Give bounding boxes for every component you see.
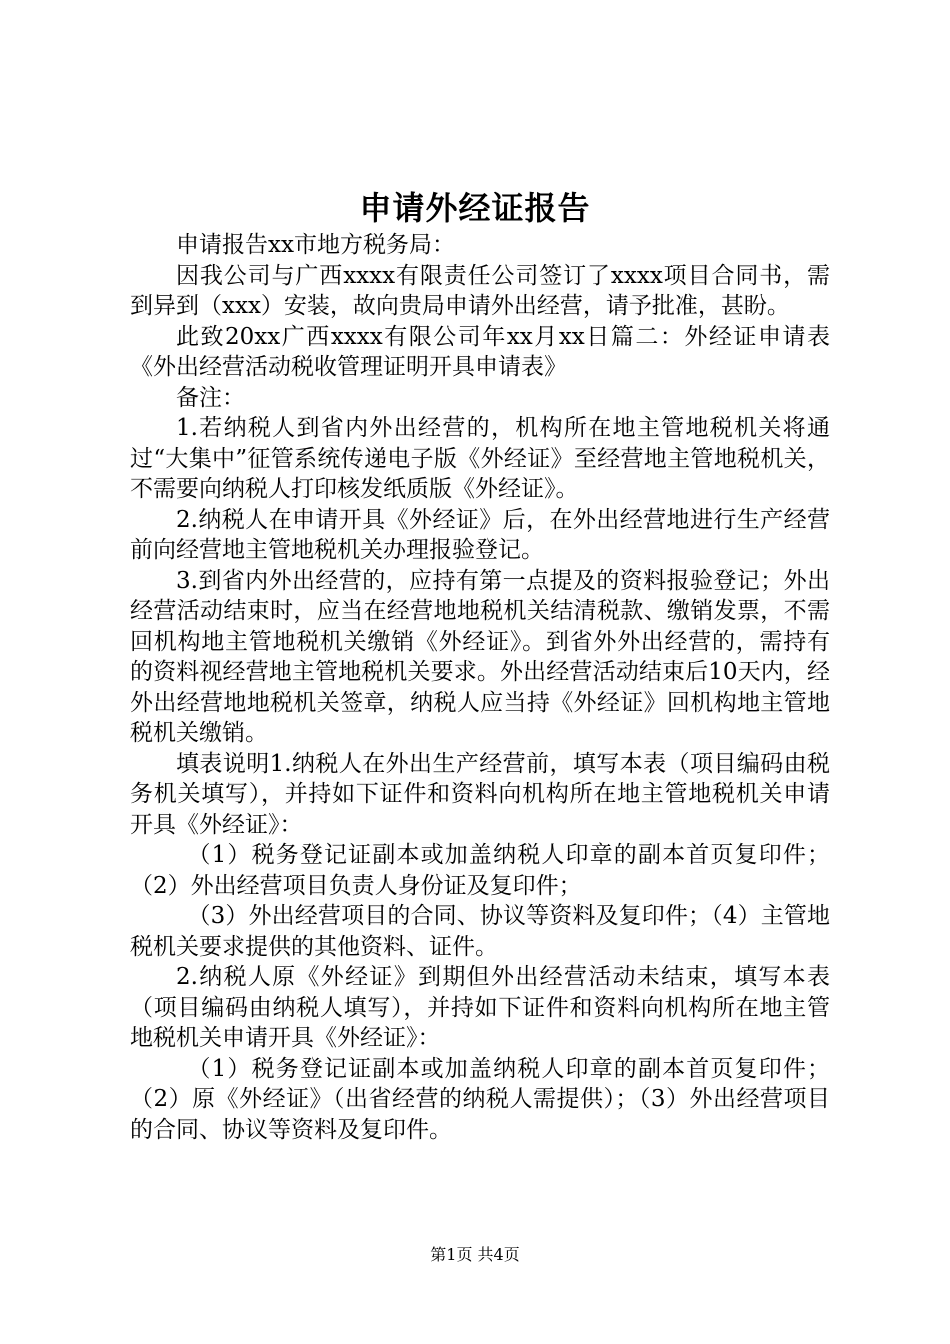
document-title: 申请外经证报告: [359, 189, 591, 227]
paragraph-note-3: 3.到省内外出经营的，应持有第一点提及的资料报验登记；外出经营活动结束时，应当在经营地地税机关结清税款、缴销发票，不需回机构地主管地税机关缴销《外经证》。到省外外出经营的，需持有的资料视经营地主管地税机关要求。外出经营活动结束后10天内，经外出经营地地税机关签章，纳税人应当持《外经证》回机构地主管地税机关缴销。: [130, 567, 830, 746]
paragraph-instructions-2: 2.纳税人原《外经证》到期但外出经营活动未结束，填写本表（项目编码由纳税人填写），并持如下证件和资料向机构所在地主管地税机关申请开具《外经证》：: [130, 964, 830, 1051]
paragraph-note-2: 2.纳税人在申请开具《外经证》后，在外出经营地进行生产经营前向经营地主管地税机关办理报验登记。: [130, 506, 830, 563]
document-body: [130, 230, 830, 1145]
paragraph-notes-heading: 备注：: [176, 384, 245, 411]
paragraph-instructions-1: 填表说明1.纳税人在外出生产经营前，填写本表（项目编码由税务机关填写），并持如下证件和资料向机构所在地主管地税机关申请开具《外经证》：: [130, 750, 830, 838]
paragraph-items-renewal: （1）税务登记证副本或加盖纳税人印章的副本首页复印件；（2）原《外经证》（出省经营的纳税人需提供）；（3）外出经营项目的合同、协议等资料及复印件。: [130, 1055, 830, 1143]
paragraph-items-1-2: （1）税务登记证副本或加盖纳税人印章的副本首页复印件；（2）外出经营项目负责人身份证及复印件；: [130, 842, 830, 899]
paragraph-salutation: 申请报告xx市地方税务局：: [176, 232, 455, 258]
paragraph-items-3-4: （3）外出经营项目的合同、协议等资料及复印件；（4）主管地税机关要求提供的其他资料、证件。: [130, 903, 830, 960]
paragraph-closing: 此致20xx广西xxxx有限公司年xx月xx日篇二：外经证申请表《外出经营活动税收管理证明开具申请表》: [130, 323, 830, 380]
paragraph-request: 因我公司与广西xxxx有限责任公司签订了xxxx项目合同书，需到异到（xxx）安装，故向贵局申请外出经营，请予批准，甚盼。: [130, 262, 830, 319]
page-number: 第1页 共4页: [430, 1245, 520, 1264]
paragraph-note-1: 1.若纳税人到省内外出经营的，机构所在地主管地税机关将通过“大集中”征管系统传递电子版《外经证》至经营地主管地税机关，不需要向纳税人打印核发纸质版《外经证》。: [130, 415, 830, 502]
